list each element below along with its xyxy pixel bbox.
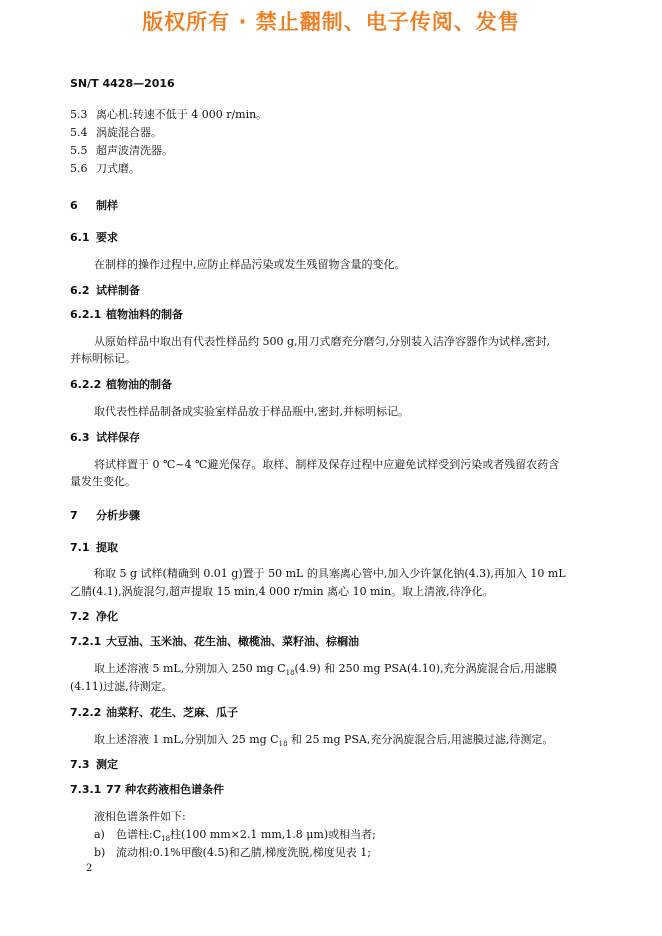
page-number: 2 <box>86 863 93 874</box>
section-heading-6-2-1: 6.2.1 植物油料的制备 <box>70 308 183 321</box>
section-heading-7-1: 7.1 提取 <box>70 541 118 554</box>
section-heading-7: 7 分析步骤 <box>70 509 140 522</box>
list-item: 5.6 刀式磨。 <box>70 162 140 175</box>
section-heading-7-3: 7.3 测定 <box>70 758 118 771</box>
list-item: 5.4 涡旋混合器。 <box>70 126 162 139</box>
paragraph-6-2-1-line1: 从原始样品中取出有代表性样品约 500 g,用刀式磨充分磨匀,分别装入洁净容器作为试样,密封, <box>94 335 551 348</box>
section-heading-6-2-2: 6.2.2 植物油的制备 <box>70 378 172 391</box>
watermark: 版权所有 · 禁止翻制、电子传阅、发售 <box>142 10 520 34</box>
paragraph-7-2-1-line2: (4.11)过滤,待测定。 <box>70 680 173 693</box>
list-item-b: b) 流动相:0.1%甲酸(4.5)和乙腈,梯度洗脱,梯度见表 1; <box>94 846 371 859</box>
list-item: 5.5 超声波清洗器。 <box>70 144 173 157</box>
paragraph-6-1: 在制样的操作过程中,应防止样品污染或发生残留物含量的变化。 <box>94 258 406 271</box>
standard-code: SN/T 4428—2016 <box>70 77 175 90</box>
section-heading-6: 6 制样 <box>70 199 118 212</box>
paragraph-6-2-1-line2: 并标明标记。 <box>70 352 136 365</box>
paragraph-7-2-1-line1: 取上述溶液 5 mL,分别加入 250 mg $C_{18}(4.9)$ 和 250 mg PSA(4.10),充分涡旋混合后,用滤膜 <box>94 662 558 678</box>
section-heading-7-2: 7.2 净化 <box>70 610 118 623</box>
paragraph-6-3-line1: 将试样置于 0 ℃~4 ℃避光保存。取样、制样及保存过程中应避免试样受到污染或者残留农药含 <box>94 458 560 471</box>
paragraph-6-2-2: 取代表性样品制备成实验室样品放于样品瓶中,密封,并标明标记。 <box>94 405 409 418</box>
section-heading-6-2: 6.2 试样制备 <box>70 284 140 297</box>
section-heading-7-3-1: 7.3.1 77 种农药液相色谱条件 <box>70 783 225 796</box>
section-heading-7-2-1: 7.2.1 大豆油、玉米油、花生油、橄榄油、菜籽油、棕榈油 <box>70 635 359 648</box>
list-item: 5.3 离心机:转速不低于 4 000 r/min。 <box>70 108 268 121</box>
paragraph-7-2-2: 取上述溶液 1 mL,分别加入 25 mg $C_{18}$ 和 25 mg PSA,充分涡旋混合后,用滤膜过滤,待测定。 <box>94 733 554 749</box>
section-heading-6-3: 6.3 试样保存 <box>70 431 140 444</box>
paragraph-6-3-line2: 量发生变化。 <box>70 475 136 488</box>
section-heading-6-1: 6.1 要求 <box>70 231 118 244</box>
paragraph-7-1-line2: 乙腈(4.1),涡旋混匀,超声提取 15 min,4 000 r/min 离心 10 min。取上清液,待净化。 <box>70 585 494 598</box>
list-item-a: a) 色谱柱$:C_{18}$柱(100 mm×2.1 mm,1.8 μm)或相当者; <box>94 828 376 844</box>
section-heading-7-2-2: 7.2.2 油菜籽、花生、芝麻、瓜子 <box>70 706 238 719</box>
paragraph-7-3-1: 液相色谱条件如下: <box>94 810 186 823</box>
paragraph-7-1-line1: 称取 5 g 试样(精确到 0.01 g)置于 50 mL 的具塞离心管中,加入少许氯化钠(4.3),再加入 10 mL <box>94 567 566 580</box>
